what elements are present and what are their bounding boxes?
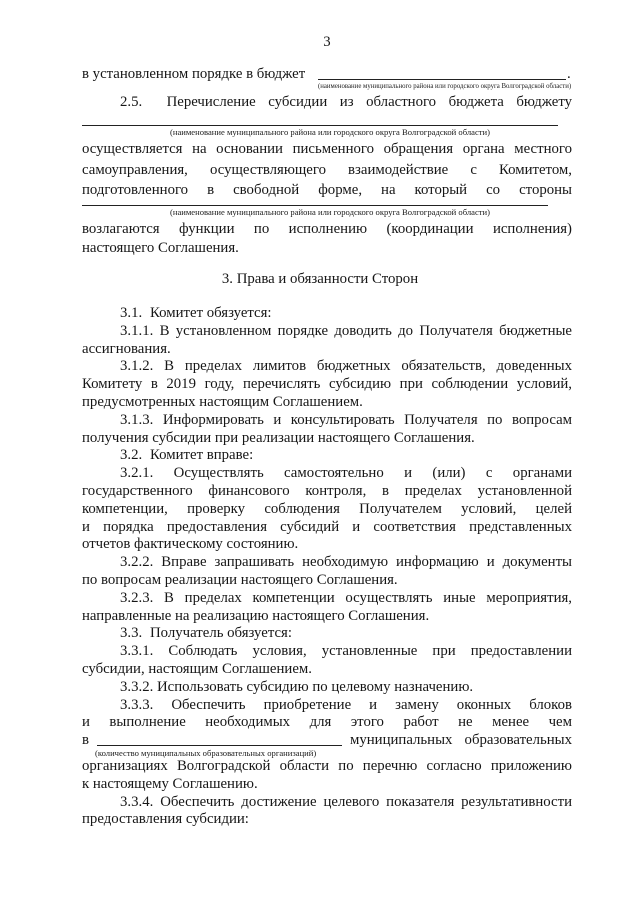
clause-3-2-1-line-5: отчетов фактическому состоянию. [82, 536, 299, 553]
clause-3-3-2-line-1 [82, 679, 572, 697]
budget-blank-caption: (наименование муниципального района или городского округа Волгоградской области) [318, 83, 572, 90]
municipality-blank-caption-2: (наименование муниципального района или городского округа Волгоградской области) [170, 207, 491, 217]
clause-3-2-1-line-4: и порядка предоставления субсидий и соответствия представленных [82, 518, 572, 535]
clause-3-2-1-line-2: государственного финансового контроля, в пределах установленной [82, 482, 572, 499]
clause-number: 3.2.1. [120, 465, 154, 482]
clause-3-1-2-line-1 [82, 358, 572, 376]
clause-3-2-1-line-1 [82, 465, 572, 483]
clause-3-1-3-line-2: получения субсидии при реализации настоящего Соглашения. [82, 429, 475, 446]
clause-text: Комитет вправе: [150, 447, 254, 464]
count-blank-underline [97, 732, 342, 746]
clause-text: Вправе запрашивать необходимую информацию и документы [161, 554, 573, 571]
clause-3-1-1-line-1 [82, 323, 572, 341]
clause-2-5-line-4: подготовленного в свободной форме, на который со стороны [82, 182, 572, 198]
clause-text: Получатель обязуется: [150, 625, 292, 642]
clause-text: Соблюдать условия, установленные при предоставлении [168, 643, 573, 660]
clause-2-5-tail [82, 220, 572, 258]
clause-3-3-1-line-1 [82, 643, 572, 661]
municipality-blank-caption: (наименование муниципального района или городского округа Волгоградской области) [170, 127, 491, 137]
clause-3-3 [82, 625, 572, 643]
page-number: 3 [323, 34, 331, 50]
clause-3-1 [82, 305, 572, 323]
clause-text: В установленном порядке доводить до Получателя бюджетные [159, 322, 573, 339]
clause-3-2-2-line-1 [82, 554, 572, 572]
clause-text: Осуществлять самостоятельно и (или) с органами [173, 465, 572, 482]
clause-3-3-1-line-2: субсидии, настоящим Соглашением. [82, 660, 312, 677]
budget-line-text: в установленном порядке в бюджет [82, 66, 306, 82]
clause-2-5-line-1 [82, 94, 572, 112]
clause-3-3-3-line-3 [82, 732, 572, 759]
clause-3-3-3-line-5: к настоящему Соглашению. [82, 775, 258, 792]
clause-2-5-line-2: осуществляется на основании письменного обращения органа местного [82, 141, 572, 157]
clause-text: Перечисление субсидии из областного бюджета бюджету [166, 94, 573, 110]
clause-text: Использовать субсидию по целевому назначению. [157, 678, 474, 695]
clause-number: 3.3.2. [120, 678, 154, 695]
clause-number: 2.5. [120, 94, 143, 110]
clause-3-3-4-line-2: предоставления субсидии: [82, 811, 249, 828]
clause-number: 3.1.3. [120, 411, 154, 428]
section-3-heading: 3. Права и обязанности Сторон [221, 271, 419, 287]
clause-3-2 [82, 447, 572, 465]
budget-blank-underline [318, 79, 566, 80]
clause-number: 3.1.2. [120, 358, 154, 375]
clause-2-5-body [82, 139, 572, 201]
clause-number: 3.2. [120, 447, 143, 464]
clause-number: 3.3.1. [120, 643, 154, 660]
clause-3-3-3-line-1 [82, 697, 572, 715]
municipality-blank-underline [82, 125, 558, 126]
clause-3-2-2-line-2: по вопросам реализации настоящего Соглашения. [82, 571, 398, 588]
section-3-body [82, 305, 572, 829]
clause-number: 3.2.3. [120, 589, 154, 606]
clause-3-2-3-line-1 [82, 590, 572, 608]
clause-text: Комитет обязуется: [150, 305, 272, 321]
clause-3-1-3-line-1 [82, 412, 572, 430]
clause-3-2-3-line-2: направленные на реализацию настоящего Соглашения. [82, 607, 430, 624]
clause-number: 3.2.2. [120, 554, 154, 571]
clause-number: 3.3.4. [120, 793, 154, 810]
clause-3-3-3-line-2: и выполнение необходимых для этого работ не менее чем [82, 714, 572, 731]
clause-text: Обеспечить приобретение и замену оконных блоков [171, 696, 572, 713]
clause-3-1-1-line-2: ассигнования. [82, 340, 171, 357]
clause-3-3-3-line-4: организациях Волгоградской области по перечню согласно приложению [82, 757, 572, 774]
budget-line-end: . [567, 66, 571, 82]
count-blank-caption: (количество муниципальных образовательных организаций) [95, 748, 317, 759]
clause-3-2-1-line-3: компетенции, проверку соблюдения Получателем условий, целей [82, 500, 572, 517]
clause-3-1-2-line-3: предусмотренных настоящим Соглашением. [82, 393, 363, 410]
clause-text: В пределах компетенции осуществлять иные мероприятия, [164, 589, 572, 606]
blank-suffix: муниципальных образовательных [350, 732, 572, 749]
municipality-blank-underline-2 [82, 205, 548, 206]
clause-3-1-2-line-2: Комитету в 2019 году, перечислять субсидию при соблюдении условий, [82, 376, 572, 393]
clause-3-3-4-line-1 [82, 794, 572, 812]
clause-number: 3.3. [120, 625, 143, 642]
clause-number: 3.3.3. [120, 696, 154, 713]
clause-text: Обеспечить достижение целевого показателя результативности [160, 793, 573, 810]
clause-2-5-line-5: возлагаются функции по исполнению (координации исполнения) [82, 220, 572, 237]
clause-text: Информировать и консультировать Получателя по вопросам [162, 411, 573, 428]
clause-2-5-line-6: настоящего Соглашения. [82, 239, 239, 256]
clause-number: 3.1. [120, 305, 143, 321]
clause-2-5-line-3: самоуправления, осуществляющего взаимодействие с Комитетом, [82, 161, 572, 178]
clause-text: В пределах лимитов бюджетных обязательств, доведенных [164, 358, 572, 375]
clause-number: 3.1.1. [120, 322, 154, 339]
blank-prefix: в [82, 732, 89, 749]
